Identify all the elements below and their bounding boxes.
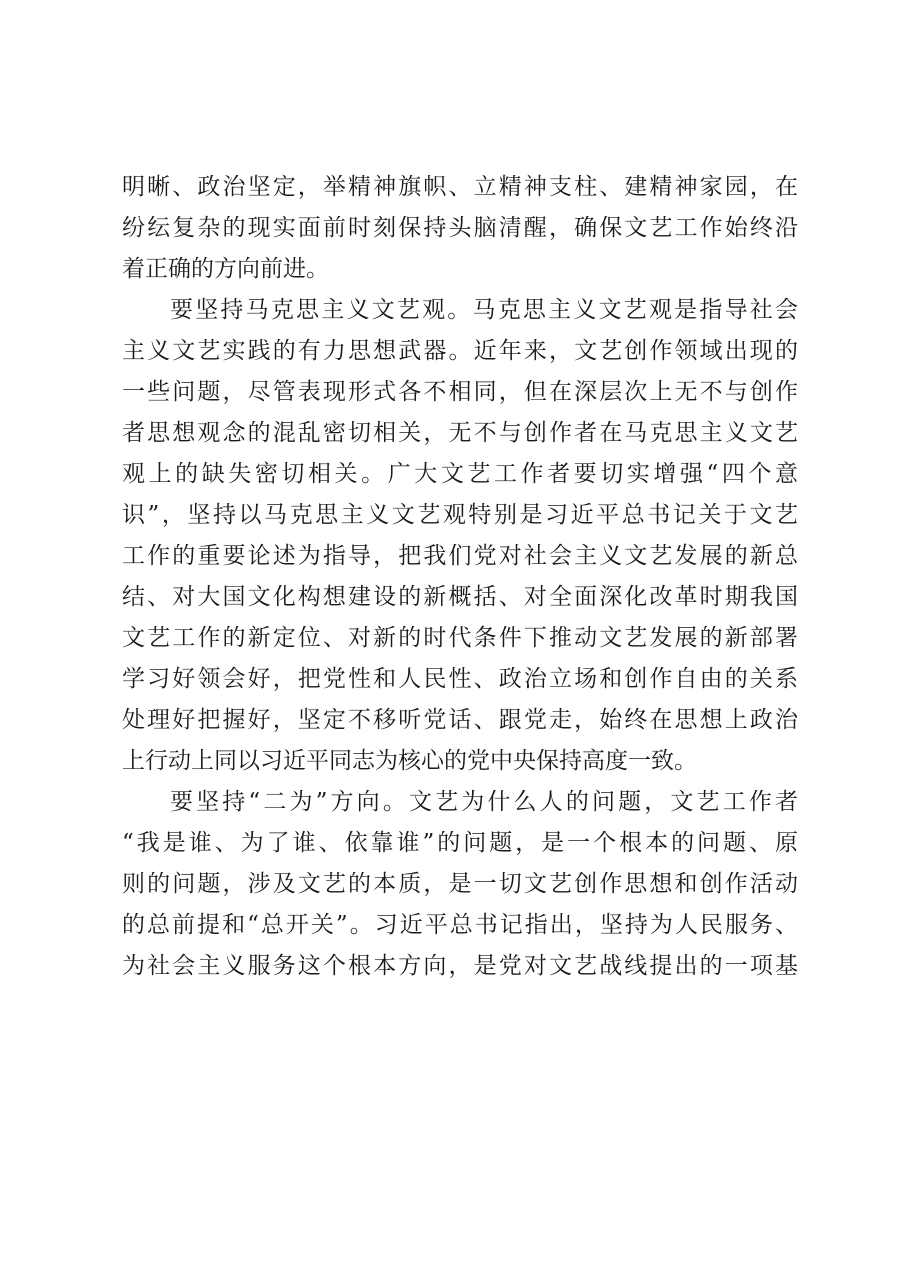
body-text <box>122 167 798 987</box>
text-line: 的总前提和“总开关”。习近平总书记指出，坚持为人民服务、 <box>122 912 798 938</box>
text-line: 主义文艺实践的有力思想武器。近年来，文艺创作领域出现的 <box>122 338 798 364</box>
text-line: 工作的重要论述为指导，把我们党对社会主义文艺发展的新总 <box>122 543 798 569</box>
text-line: 纷纭复杂的现实面前时刻保持头脑清醒，确保文艺工作始终沿 <box>122 215 798 241</box>
text-line: 文艺工作的新定位、对新的时代条件下推动文艺发展的新部署 <box>122 625 798 651</box>
text-line: 上行动上同以习近平同志为核心的党中央保持高度一致。 <box>122 748 697 774</box>
text-line: “我是谁、为了谁、依靠谁”的问题，是一个根本的问题、原 <box>122 830 798 856</box>
text-line: 为社会主义服务这个根本方向，是党对文艺战线提出的一项基 <box>122 953 798 979</box>
text-line: 识”，坚持以马克思主义文艺观特别是习近平总书记关于文艺 <box>122 502 798 528</box>
text-line: 者思想观念的混乱密切相关，无不与创作者在马克思主义文艺 <box>122 420 798 446</box>
paragraph-start-line: 要坚持“二为”方向。文艺为什么人的问题，文艺工作者 <box>170 789 798 815</box>
text-line: 学习好领会好，把党性和人民性、政治立场和创作自由的关系 <box>122 666 798 692</box>
text-line: 处理好把握好，坚定不移听党话、跟党走，始终在思想上政治 <box>122 707 798 733</box>
text-line: 结、对大国文化构想建设的新概括、对全面深化改革时期我国 <box>122 584 798 610</box>
paragraph-start-line: 要坚持马克思主义文艺观。马克思主义文艺观是指导社会 <box>170 297 798 323</box>
text-line: 则的问题，涉及文艺的本质，是一切文艺创作思想和创作活动 <box>122 871 798 897</box>
text-line: 着正确的方向前进。 <box>122 256 329 282</box>
text-line: 一些问题，尽管表现形式各不相同，但在深层次上无不与创作 <box>122 379 798 405</box>
text-line: 观上的缺失密切相关。广大文艺工作者要切实增强“四个意 <box>122 461 798 487</box>
text-line: 明晰、政治坚定，举精神旗帜、立精神支柱、建精神家园，在 <box>122 174 798 200</box>
